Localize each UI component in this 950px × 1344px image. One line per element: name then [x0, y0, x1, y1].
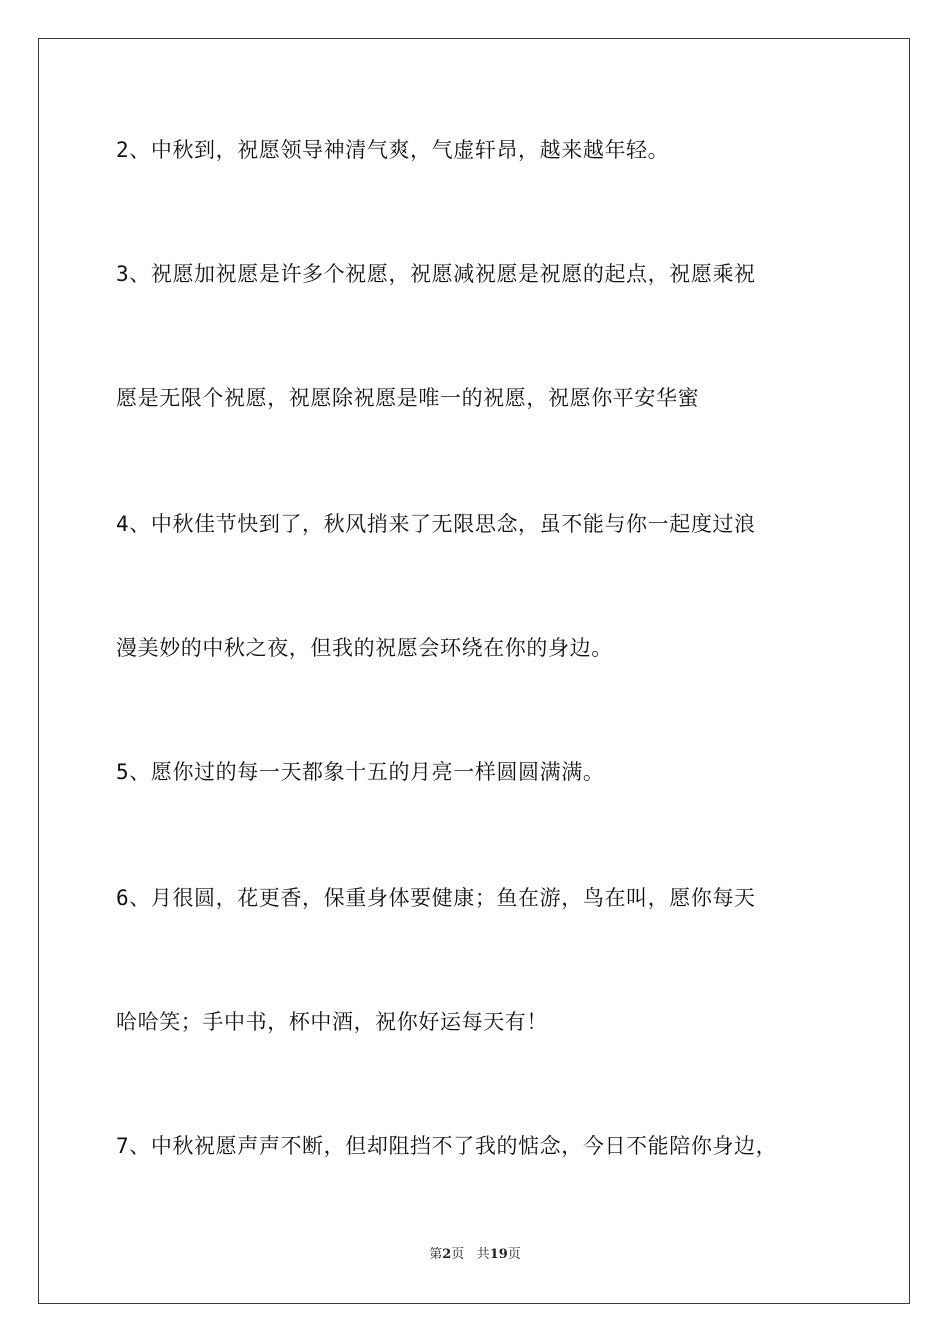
text-line-5: 漫美妙的中秋之夜，但我的祝愿会环绕在你的身边。 [116, 636, 613, 660]
page-prefix: 第 [429, 1247, 443, 1262]
text-line-3: 愿是无限个祝愿，祝愿除祝愿是唯一的祝愿，祝愿你平安华蜜 [116, 386, 700, 410]
text-line-6: 5、愿你过的每一天都象十五的月亮一样圆圆满满。 [116, 760, 605, 784]
text-line-8: 哈哈笑；手中书，杯中酒，祝你好运每天有！ [116, 1010, 548, 1034]
page-border [38, 38, 910, 1304]
page-suffix: 页 [451, 1247, 465, 1262]
total-suffix: 页 [507, 1247, 521, 1262]
total-prefix: 共 [476, 1247, 490, 1262]
page-footer [0, 1246, 950, 1264]
total-pages: 19 [489, 1247, 508, 1262]
text-line-7: 6、月很圆，花更香，保重身体要健康；鱼在游，鸟在叫，愿你每天 [116, 886, 756, 910]
text-line-2: 3、祝愿加祝愿是许多个祝愿，祝愿减祝愿是祝愿的起点，祝愿乘祝 [116, 262, 756, 286]
text-line-4: 4、中秋佳节快到了，秋风捎来了无限思念，虽不能与你一起度过浪 [116, 512, 756, 536]
text-line-1: 2、中秋到，祝愿领导神清气爽，气虚轩昂，越来越年轻。 [116, 138, 670, 162]
page-number: 2 [442, 1247, 452, 1262]
text-line-9: 7、中秋祝愿声声不断，但却阻挡不了我的惦念，今日不能陪你身边， [116, 1134, 778, 1158]
